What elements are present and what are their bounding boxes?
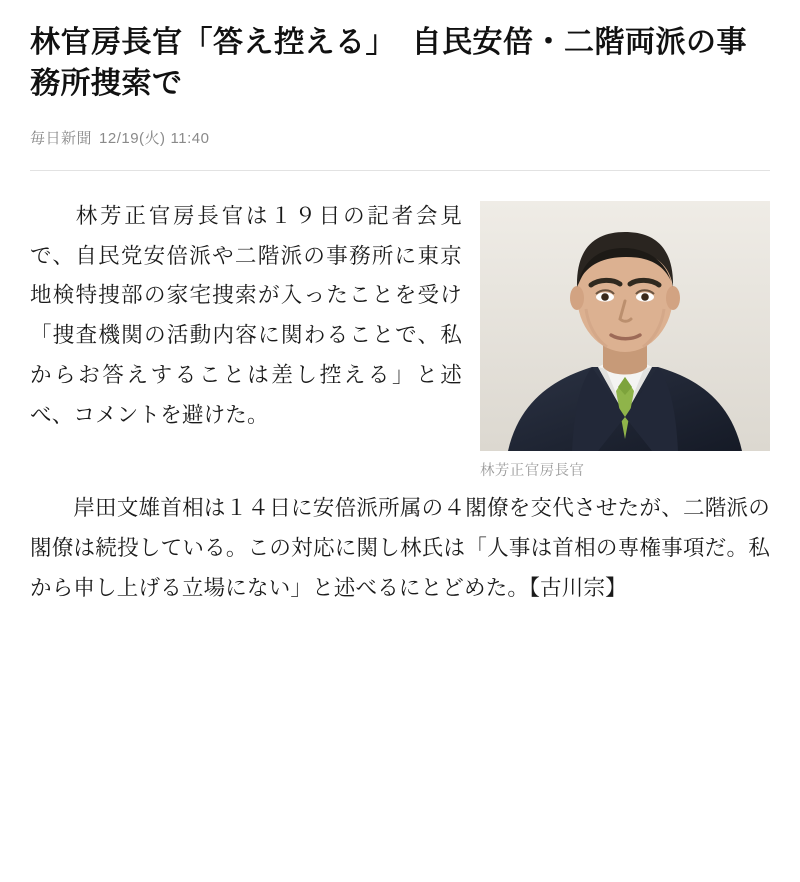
publish-date: 12/19(火) [99,129,166,147]
header-divider [30,170,770,171]
source-name: 毎日新聞 [30,129,93,147]
article-paragraph: 岸田文雄首相は１４日に安倍派所属の４閣僚を交代させたが、二階派の閣僚は続投している。この対応に関し林氏は「人事は首相の専権事項だ。私から申し上げる立場にない」と述べるにとどめた。【古川宗】 [30,496,770,600]
photo-caption: 林芳正官房長官 [480,462,585,479]
portrait-photo[interactable] [480,201,770,451]
article-body [30,197,770,609]
article-meta [30,127,770,148]
page-title: 林官房長官「答え控える」 自民安倍・二階両派の事務所捜索で [30,26,747,101]
article-figure [480,201,770,481]
publish-time: 11:40 [170,129,210,147]
article-paragraph: 林芳正官房長官は１９日の記者会見で、自民党安倍派や二階派の事務所に東京地検特捜部の家宅捜索が入ったことを受け「捜査機関の活動内容に関わることで、私からお答えすることは差し控える」と述べ、コメントを避けた。 [30,203,462,427]
